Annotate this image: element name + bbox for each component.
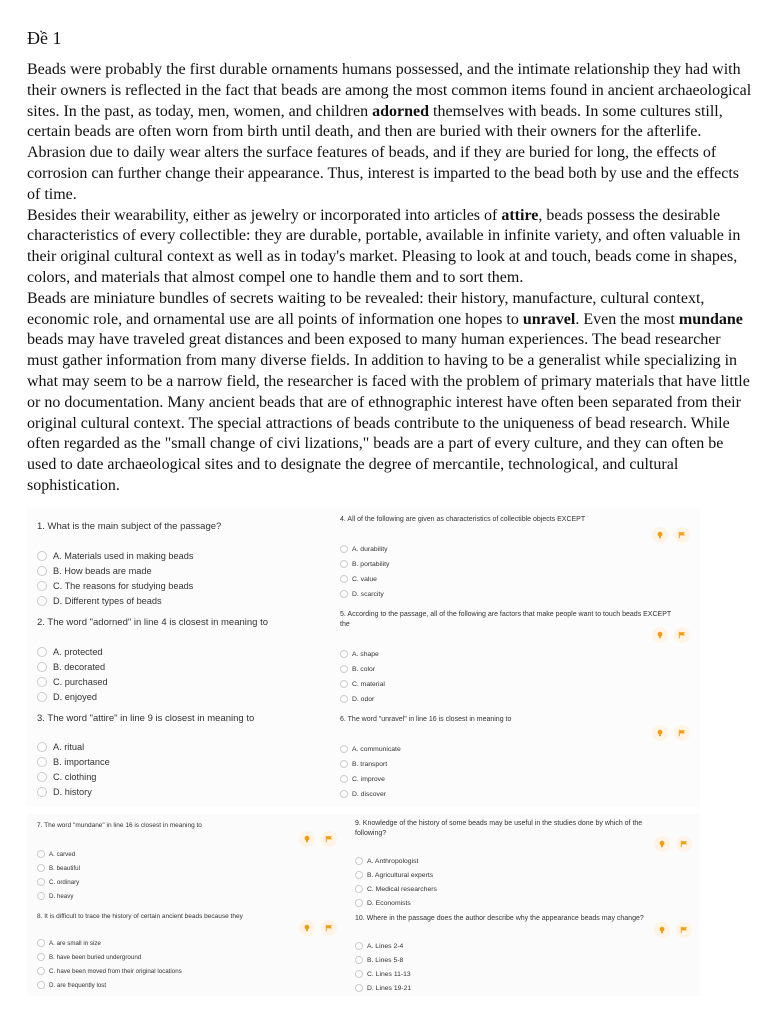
question-text: 4. All of the following are given as characteristics of collectible objects EXCEPT: [340, 516, 586, 523]
radio-button[interactable]: [37, 662, 47, 672]
option-label: A. are small in size: [49, 939, 101, 947]
question-text: 9. Knowledge of the history of some beads may be useful in the studies done by which of the following?: [355, 820, 643, 837]
answer-option[interactable]: [355, 899, 411, 907]
question-actions: [299, 831, 337, 847]
answer-option[interactable]: [37, 939, 101, 947]
radio-button[interactable]: [340, 575, 348, 583]
question-text: 1. What is the main subject of the passage?: [37, 521, 222, 532]
radio-button[interactable]: [37, 864, 45, 872]
radio-button[interactable]: [37, 551, 47, 561]
radio-button[interactable]: [340, 680, 348, 688]
answer-option[interactable]: [37, 596, 162, 606]
radio-button[interactable]: [37, 581, 47, 591]
radio-button[interactable]: [340, 650, 348, 658]
answer-option[interactable]: [340, 775, 385, 783]
option-label: A. ritual: [53, 742, 85, 752]
radio-button[interactable]: [37, 757, 47, 767]
radio-button[interactable]: [340, 545, 348, 553]
answer-option[interactable]: [37, 864, 80, 872]
radio-button[interactable]: [340, 665, 348, 673]
highlighted-word: attire: [501, 206, 539, 224]
passage-text: . Even the most: [575, 310, 679, 328]
option-label: D. scarcity: [352, 590, 384, 598]
option-label: A. Materials used in making beads: [53, 551, 194, 561]
answer-option[interactable]: [340, 560, 389, 568]
radio-button[interactable]: [37, 677, 47, 687]
quiz-panel-2: [330, 507, 700, 807]
question-actions: [299, 920, 337, 936]
question-5: [340, 610, 690, 703]
answer-option[interactable]: [37, 551, 193, 561]
radio-button[interactable]: [340, 590, 348, 598]
question-text: 5. According to the passage, all of the following are factors that make people want to touch beads EXCEPT the: [340, 611, 672, 628]
flag-icon[interactable]: [676, 922, 692, 938]
question-text: 2. The word "adorned" in line 4 is closest in meaning to: [37, 617, 269, 628]
option-label: A. Lines 2-4: [367, 942, 404, 950]
radio-button[interactable]: [340, 775, 348, 783]
radio-button[interactable]: [340, 695, 348, 703]
option-label: A. shape: [352, 650, 379, 658]
answer-option[interactable]: [355, 857, 418, 865]
question-9: [355, 819, 692, 907]
option-label: A. protected: [53, 647, 103, 657]
lightbulb-icon[interactable]: [299, 831, 315, 847]
question-text: 6. The word "unravel" in line 16 is closest in meaning to: [340, 716, 512, 723]
lightbulb-icon[interactable]: [652, 527, 668, 543]
option-label: D. odor: [352, 695, 375, 703]
option-label: A. communicate: [352, 745, 401, 753]
radio-button[interactable]: [37, 939, 45, 947]
question-10: [355, 914, 692, 992]
radio-button[interactable]: [340, 560, 348, 568]
option-label: D. Economists: [367, 899, 411, 907]
lightbulb-icon[interactable]: [299, 920, 315, 936]
lightbulb-icon[interactable]: [652, 627, 668, 643]
option-label: C. purchased: [53, 677, 108, 687]
answer-option[interactable]: [340, 680, 385, 688]
passage-paragraph-2: [27, 206, 752, 289]
answer-option[interactable]: [37, 692, 97, 702]
quiz-panel-3: [27, 814, 345, 996]
radio-button[interactable]: [340, 760, 348, 768]
option-label: B. beautiful: [49, 864, 80, 872]
option-label: A. durability: [352, 545, 388, 553]
radio-button[interactable]: [355, 885, 363, 893]
answer-option[interactable]: [37, 953, 141, 961]
answer-option[interactable]: [340, 695, 374, 703]
flag-icon[interactable]: [674, 725, 690, 741]
radio-button[interactable]: [37, 566, 47, 576]
radio-button[interactable]: [37, 981, 45, 989]
passage-text: Besides their wearability, either as jewelry or incorporated into articles of: [27, 206, 502, 224]
quiz-panel-1: [27, 507, 330, 807]
lightbulb-icon[interactable]: [654, 922, 670, 938]
option-label: D. Lines 19-21: [367, 984, 412, 992]
answer-option[interactable]: [355, 871, 433, 879]
page-title: Đề 1: [27, 28, 62, 48]
option-label: B. portability: [352, 560, 390, 568]
answer-option[interactable]: [37, 850, 75, 858]
radio-button[interactable]: [37, 596, 47, 606]
radio-button[interactable]: [355, 984, 363, 992]
passage-paragraph-3: [27, 289, 752, 497]
radio-button[interactable]: [37, 850, 45, 858]
option-label: B. have been buried underground: [49, 953, 142, 961]
passage-paragraph-1: [27, 60, 752, 206]
flag-icon[interactable]: [321, 831, 337, 847]
radio-button[interactable]: [37, 647, 47, 657]
question-8: [37, 912, 337, 989]
quiz-panel-4: [345, 814, 700, 996]
passage-text: beads may have traveled great distances and been exposed to many human experiences. The bead researcher must gather information from many diverse fields. In addition to having to be a generalist while specializing in what may seem to be a narrow field, the researcher is faced with the problem of primary materials that have little or no documentation. Many ancient beads that are of ethnographic interest have often been separated from their original cultural context. The special attractions of beads contribute to the uniqueness of bead research. While often regarded as the "small change of civi lizations," beads are a part of every culture, and they can often be used to date archaeological sites and to designate the degree of mercantile, technological, and cultural sophistication.: [27, 331, 750, 494]
answer-option[interactable]: [37, 757, 110, 767]
question-4: [340, 515, 690, 598]
flag-icon[interactable]: [674, 627, 690, 643]
question-2: [37, 617, 322, 702]
question-7: [37, 821, 337, 900]
radio-button[interactable]: [37, 742, 47, 752]
answer-option[interactable]: [355, 984, 411, 992]
answer-option[interactable]: [355, 970, 411, 978]
answer-option[interactable]: [340, 650, 379, 658]
radio-button[interactable]: [37, 878, 45, 886]
radio-button[interactable]: [355, 857, 363, 865]
passage-text: Beads are miniature bundles of secrets waiting to be revealed: their history, manufacture, cultural context, economic role, and ornamental use are all points of information one hopes to: [27, 289, 705, 328]
question-actions: [652, 527, 690, 543]
answer-option[interactable]: [340, 760, 387, 768]
answer-option[interactable]: [37, 677, 108, 687]
answer-option[interactable]: [340, 545, 388, 553]
option-label: C. improve: [352, 775, 385, 783]
answer-option[interactable]: [37, 787, 92, 797]
question-actions: [654, 836, 692, 852]
option-label: D. enjoyed: [53, 692, 97, 702]
passage-text: , beads possess the desirable characteristics of every collectible: they are durable, portable, available in infinite variety, and often valuable in their original cultural context as well as in today's market. Pleasing to look at and touch, beads come in shapes, colors, and materials that almost compel one to handle them and to sort them.: [27, 206, 741, 286]
highlighted-word: unravel: [522, 310, 576, 328]
question-text: 8. It is difficult to trace the history of certain ancient beads because they: [37, 913, 243, 920]
option-label: C. ordinary: [49, 878, 80, 886]
answer-option[interactable]: [37, 967, 182, 975]
option-label: D. are frequently lost: [49, 981, 107, 989]
radio-button[interactable]: [37, 772, 47, 782]
option-label: A. carved: [49, 850, 76, 858]
option-label: C. clothing: [53, 772, 97, 782]
option-label: B. decorated: [53, 662, 106, 672]
radio-button[interactable]: [37, 787, 47, 797]
lightbulb-icon[interactable]: [652, 725, 668, 741]
answer-option[interactable]: [37, 878, 79, 886]
option-label: C. The reasons for studying beads: [53, 581, 194, 591]
answer-option[interactable]: [37, 981, 106, 989]
question-actions: [654, 922, 692, 938]
answer-option[interactable]: [340, 575, 377, 583]
radio-button[interactable]: [355, 970, 363, 978]
question-text: 3. The word "attire" in line 9 is closest in meaning to: [37, 713, 255, 724]
question-text: 10. Where in the passage does the author describe why the appearance beads may change?: [355, 915, 644, 922]
answer-option[interactable]: [355, 956, 403, 964]
radio-button[interactable]: [340, 790, 348, 798]
flag-icon[interactable]: [321, 920, 337, 936]
radio-button[interactable]: [355, 942, 363, 950]
option-label: B. Agricultural experts: [367, 871, 434, 879]
option-label: B. How beads are made: [53, 566, 152, 576]
option-label: D. discover: [352, 790, 386, 798]
answer-option[interactable]: [37, 772, 96, 782]
answer-option[interactable]: [37, 581, 193, 591]
lightbulb-icon[interactable]: [654, 836, 670, 852]
question-actions: [652, 725, 690, 741]
radio-button[interactable]: [340, 745, 348, 753]
question-3: [37, 713, 322, 797]
option-label: B. importance: [53, 757, 110, 767]
option-label: B. color: [352, 665, 376, 673]
radio-button[interactable]: [37, 953, 45, 961]
passage-text: Beads were probably the first durable ornaments humans possessed, and the intimate relationship they had with their owners is reflected in the fact that beads are among the most common items found in ancient archaeological sites. In the past, as today, men, women, and children: [27, 61, 752, 120]
option-label: A. Anthropologist: [367, 857, 419, 865]
answer-option[interactable]: [355, 942, 403, 950]
reading-passage: [27, 60, 752, 497]
flag-icon[interactable]: [674, 527, 690, 543]
option-label: B. transport: [352, 760, 388, 768]
option-label: B. Lines 5-8: [367, 956, 404, 964]
option-label: D. heavy: [49, 892, 74, 900]
answer-option[interactable]: [340, 790, 386, 798]
answer-option[interactable]: [340, 665, 375, 673]
radio-button[interactable]: [37, 692, 47, 702]
question-text: 7. The word "mundane" in line 16 is closest in meaning to: [37, 822, 202, 829]
answer-option[interactable]: [37, 892, 73, 900]
answer-option[interactable]: [340, 590, 384, 598]
radio-button[interactable]: [37, 892, 45, 900]
question-actions: [652, 627, 690, 643]
answer-option[interactable]: [340, 745, 401, 753]
answer-option[interactable]: [37, 742, 84, 752]
option-label: C. Medical researchers: [367, 885, 437, 893]
answer-option[interactable]: [37, 566, 152, 576]
highlighted-word: mundane: [678, 310, 743, 328]
option-label: C. value: [352, 575, 377, 583]
option-label: D. history: [53, 787, 92, 797]
answer-option[interactable]: [37, 647, 103, 657]
flag-icon[interactable]: [676, 836, 692, 852]
radio-button[interactable]: [37, 967, 45, 975]
radio-button[interactable]: [355, 871, 363, 879]
option-label: C. have been moved from their original locations: [49, 967, 182, 975]
highlighted-word: adorned: [372, 102, 430, 120]
option-label: C. material: [352, 680, 385, 688]
question-1: [37, 521, 322, 606]
option-label: C. Lines 11-13: [367, 970, 411, 978]
question-6: [340, 715, 690, 798]
answer-option[interactable]: [355, 885, 437, 893]
answer-option[interactable]: [37, 662, 105, 672]
radio-button[interactable]: [355, 956, 363, 964]
option-label: D. Different types of beads: [53, 596, 162, 606]
passage-text: themselves with beads. In some cultures still, certain beads are often worn from birth until death, and then are buried with their owners for the afterlife. Abrasion due to daily wear alters the surface features of beads, and if they are buried for long, the effects of corrosion can further change their appearance. Thus, interest is imparted to the bead both by use and the effects of time.: [27, 102, 740, 203]
radio-button[interactable]: [355, 899, 363, 907]
